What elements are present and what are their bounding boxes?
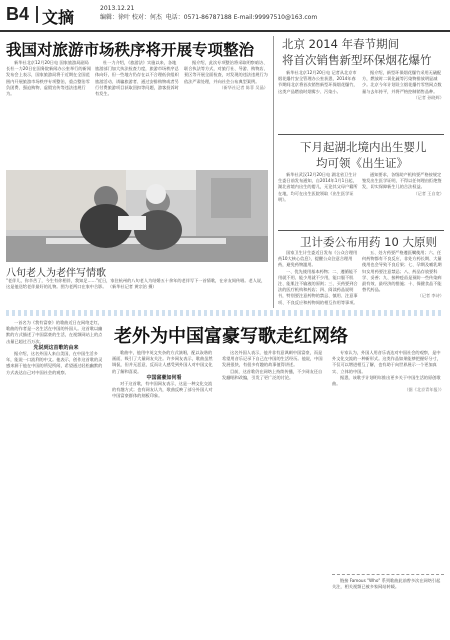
page-number: B4: [6, 4, 30, 24]
right-top-col-1: [278, 70, 358, 132]
photo-caption-text: "老伴儿，你辛苦了，今生有你相伴，我知足……"近日，家住杭州的八旬老人为结婚五十余年的老伴写下一首情歌，在亲友间传唱。老人说，这是他送给老伴最好的礼物。图为老两口在家中合影。: [6, 278, 266, 289]
main-paragraph: 新华社北京12月20日电 国家旅游局副局长杜一力20日在国务院新闻办公室举行的新闻发布会上表示，国家旅游局将于近期在全国范围内开展旅游市场秩序专项整治，重点整治零负团费、强迫购物、虚假宣传等违法违规行为。: [6, 60, 91, 97]
right-bottom-byline: （记者 李诗）: [417, 293, 444, 299]
bottom-paragraph: 据介绍，这名外国人来自美国，在中国生活多年，能说一口流利的中文。他表示，创作这首歌的灵感来源于他在中国的所见所闻，希望通过轻松幽默的方式表达自己对中国社会的观察。: [6, 351, 103, 375]
right-bottom-paragraph: 国家卫生计生委近日发布《公众合理用药10大核心信息》，提醒公众注意合理用药，避免药物滥用。: [278, 250, 358, 268]
main-paragraph: 据介绍，此次专项整治将采取明察暗访、联合执法等方式，对旅行社、导游、购物店、景区等开展全面检查，对发现的违法违规行为依法严肃处理，并向社会公布典型案例。: [184, 60, 268, 84]
right-mid-headline-1: 下月起湖北境内出生婴儿: [300, 140, 427, 154]
section-separator: [6, 310, 444, 316]
footnote-divider: [332, 574, 444, 575]
main-byline: （新华社记者 陈菲 吴晶）: [219, 84, 268, 90]
bottom-paragraph: 一首名为《我有富豪》的歌曲近日在网络走红，歌曲的作者是一名生活在中国的外国人。这首歌以幽默的方式描述了中国富豪的生活，在视频网站上的点击量已超过百万次。: [6, 320, 103, 344]
bottom-subheading: 中国富豪如何看: [146, 374, 182, 381]
photo-image: [6, 170, 268, 262]
issue-date: 2013.12.21: [100, 5, 135, 12]
main-article-col-3: [184, 60, 268, 164]
right-bottom-headline: 卫计委公布用药 10 大原则: [300, 235, 437, 249]
news-photo: [6, 170, 268, 262]
right-bottom-paragraph: 一、优先使用基本药物；二、遵循能不用就不用、能少用就不少用，能口服不肌注、能肌注不输液的原则；三、买药要到合法的医疗机构和药店；四、阅读药品说明书，特别要注意药物的禁忌、慎用、注意事项、不良反应和药物间的相互作用等事项。: [278, 268, 358, 305]
right-bottom-col-1: [278, 250, 358, 306]
photo-credit: （新华社记者 黄宗治 摄）: [107, 284, 157, 289]
right-bottom-col-2: [362, 250, 444, 306]
right-bottom-paragraph: 五、处方药要严格遵医嘱使用；六、任何药物都有不良反应，非处方药长期、大量使用也会导致不良后果；七、孕期及哺乳期妇女用药要注意禁忌；八、药品存放要科学、妥善；九、接种疫苗是预防一些传染病最有效、最经济的措施；十、保健食品不能替代药品。: [362, 250, 442, 293]
bottom-paragraph: 对于这首歌，有中国网友表示，这是一种文化交流的有趣方式；也有网友认为，歌曲反映了部分外国人对中国富豪群体的刻板印象。: [112, 381, 213, 399]
column-divider: [273, 36, 274, 308]
header-divider: [36, 6, 38, 23]
right-top-headline-2: 将首次销售新型环保烟花爆竹: [282, 53, 432, 67]
bottom-byline: （据《北京青年报》）: [404, 387, 444, 393]
right-top-col-2: [362, 70, 444, 132]
right-top-byline: （记者 孙晓辉）: [413, 94, 444, 100]
right-mid-paragraph: 新华社武汉12月20日电 湖北省卫生计生委日前发布通知，自2014年1月1日起，湖北省境内出生的婴儿，无论其父母户籍所在地，均可在出生医院领取《出生医学证明》。: [278, 172, 358, 202]
bottom-paragraph: 歌曲中，他用中英文夹杂的方式演唱，配以诙谐的画面，吸引了大量网友关注。许多网友表示，歌曲虽然调侃，但并无恶意，反而让人感受到外国人对中国文化的了解和喜爱。: [112, 350, 213, 374]
right-mid-paragraph: 通知要求，各级助产机构要严格按规定签发出生医学证明，不得以任何理由拒绝签发，切实保障新生儿的合法权益。: [362, 172, 442, 190]
contact-line: 电话：0571-86787188 E-mail:99997510@163.com: [165, 14, 318, 21]
photo-caption-title: 八旬老人为老伴写情歌: [6, 268, 106, 279]
bottom-paragraph: 据悉，该歌手计划明年推出更多关于中国生活的原创歌曲。: [332, 374, 441, 387]
footnote-text: 链接 Famous "Who" 系列歌曲此前曾多次在网络引起关注，相关视频已被多家网站转载。: [332, 578, 441, 590]
bottom-headline: 老外为中国富豪写歌走红网络: [114, 326, 348, 347]
right-mid-byline: （记者 王自宽）: [413, 190, 444, 196]
right-mid-headline-2: 均可领《出生证》: [316, 156, 408, 170]
header-meta: [100, 4, 317, 22]
divider-rule: [278, 134, 444, 135]
main-article-col-1: [6, 60, 91, 164]
right-mid-col-2: [362, 172, 444, 228]
bottom-paragraph: 这名外国人表示，他并非有意讽刺中国富豪，而是希望用音乐记录下自己在中国的生活经历。他说，中国发展很快，有很多有趣的故事值得讲述。: [222, 350, 323, 368]
right-mid-col-1: [278, 172, 358, 228]
bottom-footnote: [332, 578, 444, 634]
section-title: 文摘: [42, 8, 75, 27]
bottom-col-3: [222, 350, 326, 632]
main-article-col-2: [95, 60, 180, 164]
right-top-paragraph: 据介绍，新型环保烟花爆竹采用无硫配方，燃放时二氧化硫等污染物排放明显减少。北京今年计划设立烟花爆竹零售网点数量与去年持平，并将严格控制销售品种。: [362, 70, 442, 94]
right-top-headline-1: 北京 2014 年春节期间: [282, 37, 400, 51]
bottom-col-4: [332, 350, 444, 570]
bottom-paragraph: 目前，这首歌仍在网络上持续传播，不少网友还自发翻唱和改编，引发了更广泛的讨论。: [222, 368, 323, 380]
photo-caption: [6, 278, 268, 302]
main-paragraph: 杜一力介绍，《旅游法》实施以来，各地旅游部门加大执法检查力度，旅游市场秩序总体向好，但一些地方仍存在以不合理低价组织旅游活动、诱骗旅游者、通过安排购物或者另行付费旅游项目获取回扣等问题，游客投诉时有发生。: [95, 60, 179, 97]
right-top-paragraph: 新华社北京12月20日电 记者从北京市烟花爆竹安全管理办公室获悉，2014年春节期间北京将首次销售新型环保烟花爆竹，这类产品燃放时烟雾少、污染小。: [278, 70, 358, 94]
bottom-col-1: [6, 320, 106, 632]
bottom-paragraph: 专家认为，外国人用音乐表达对中国社会的观察，是中外文化交流的一种新形式。这类作品如果能够把握好分寸，不仅可以增进相互了解，也有助于向世界展示一个更加真实、立体的中国。: [332, 350, 441, 374]
divider-rule: [278, 230, 444, 231]
bottom-col-2: [112, 350, 216, 632]
main-headline: 我国对旅游市场秩序将开展专项整治: [6, 41, 255, 59]
editor-line: 编辑：徐叶 校对：何杰: [100, 14, 162, 21]
bottom-subheading: 先说到这首歌的由来: [33, 344, 79, 351]
